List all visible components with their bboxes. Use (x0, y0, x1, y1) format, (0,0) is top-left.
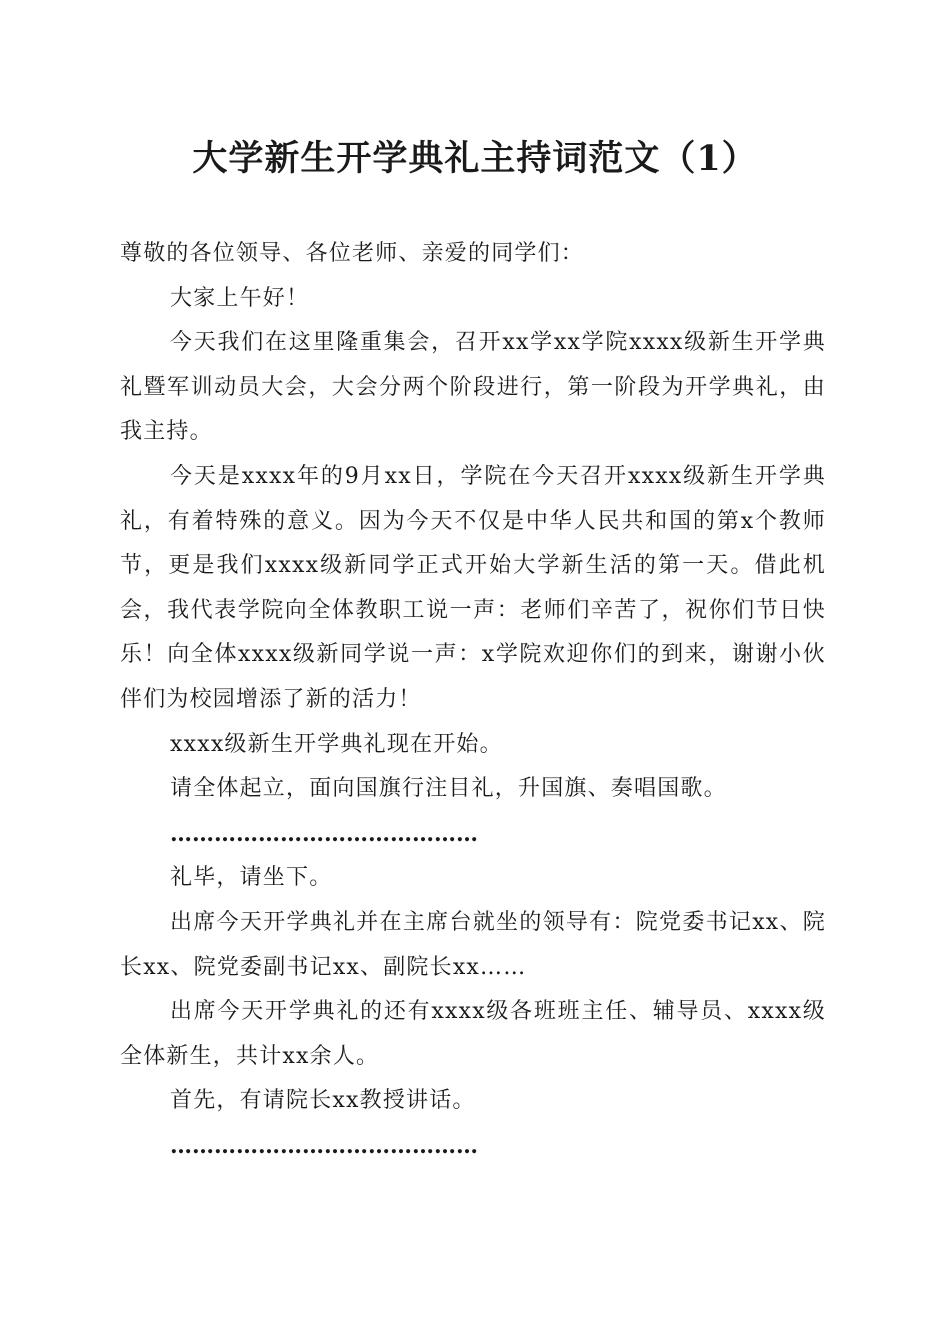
body-paragraph: 今天我们在这里隆重集会，召开xx学xx学院xxxx级新生开学典礼暨军训动员大会，大会分两个阶段进行，第一阶段为开学典礼，由我主持。 (120, 330, 826, 445)
document-title: 大学新生开学典礼主持词范文（1） (192, 138, 758, 179)
body-paragraph: 请全体起立，面向国旗行注目礼，升国旗、奏唱国歌。 (170, 776, 727, 802)
body-paragraph: 出席今天开学典礼并在主席台就坐的领导有：院党委书记xx、院长xx、院党委副书记xx、副院长xx…… (120, 909, 826, 980)
ellipsis-separator: …………………………………… (170, 1132, 478, 1159)
document-body (120, 232, 826, 1168)
body-paragraph: 今天是xxxx年的9月xx日，学院在今天召开xxxx级新生开学典礼，有着特殊的意义。因为今天不仅是中华人民共和国的第x个教师节，更是我们xxxx级新同学正式开始大学新生活的第一天。借此机会，我代表学院向全体教职工说一声：老师们辛苦了，祝你们节日快乐！向全体xxxx级新同学说一声：x学院欢迎你们的到来，谢谢小伙伴们为校园增添了新的活力！ (120, 463, 826, 712)
greeting-paragraph: 尊敬的各位领导、各位老师、亲爱的同学们： (120, 241, 585, 266)
opening-paragraph: 大家上午好！ (170, 285, 310, 311)
ellipsis-separator: …………………………………… (170, 820, 478, 847)
body-paragraph: 礼毕，请坐下。 (170, 865, 333, 891)
body-paragraph: 出席今天开学典礼的还有xxxx级各班班主任、辅导员、xxxx级全体新生，共计xx余人。 (120, 999, 826, 1069)
body-paragraph: 首先，有请院长xx教授讲话。 (170, 1088, 476, 1114)
body-paragraph: xxxx级新生开学典礼现在开始。 (170, 731, 503, 757)
